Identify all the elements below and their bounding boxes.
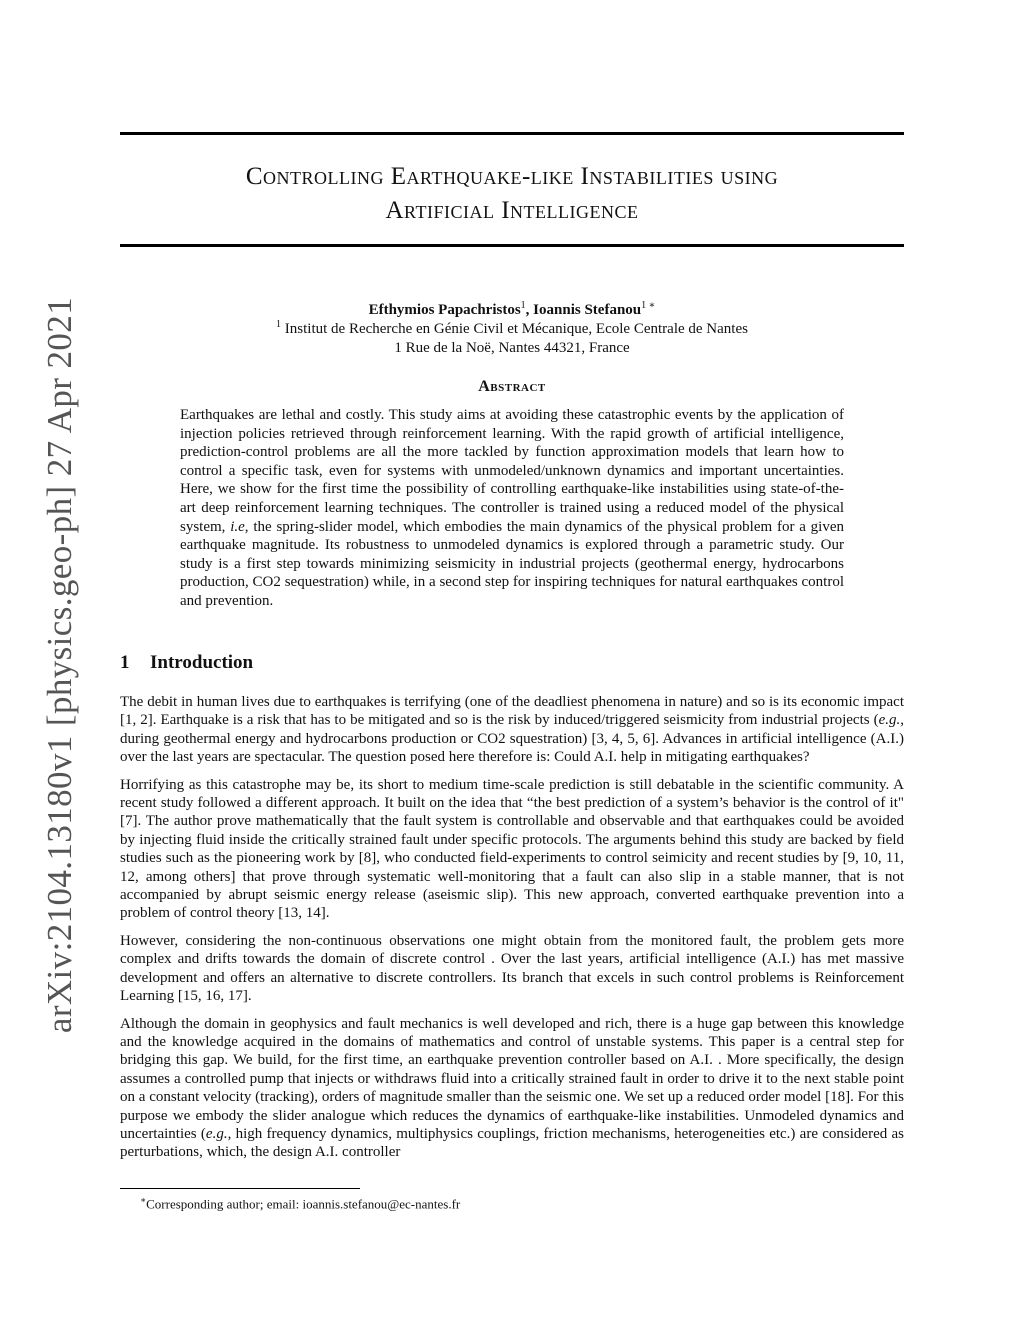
- affiliation-mark: 1: [276, 319, 282, 330]
- title-top-rule: [120, 132, 904, 135]
- section-number: 1: [120, 652, 130, 673]
- paragraph-1-a: The debit in human lives due to earthquakes is terrifying (one of the deadliest phenomena in nature) and so is its economic impact [1, 2]. Earthquake is a risk that has to be mitigated and so is the risk by induced/triggered seismicity from industrial projects (: [120, 694, 904, 729]
- abstract-part-a: Earthquakes are lethal and costly. This study aims at avoiding these catastrophic events by the application of injection policies retrieved through reinforcement learning. With the rapid growth of artificial intelligence, prediction-control problems are all the more tackled by function approximation models that learn how to control a specific task, even for systems with unmodeled/unknown dynamics and important uncertainties. Here, we show for the first time the possibility of controlling earthquake-like instabilities using state-of-the-art deep reinforcement learning techniques. The controller is trained using a reduced model of the physical system,: [180, 407, 844, 535]
- abstract-text: [180, 406, 844, 611]
- footnote: [140, 1192, 460, 1212]
- paragraph-2: Horrifying as this catastrophe may be, its short to medium time-scale prediction is still debatable in the scientific community. A recent study followed a different approach. It built on the idea that “the best prediction of a system’s behavior is the control of it" [7]. The author prove mathematically that the fault system is controllable and observable and that earthquakes could be avoided by injecting fluid inside the critically strained fault under specific protocols. The arguments behind this study are backed by field studies such as the pioneering work by [8], who conducted field-experiments to control seimicity and recent studies by [9, 10, 11, 12, among others] that prove through systematic well-monitoring that a fault can also slip in a stable manner, that is not accompanied by abrupt seismic energy release (aseismic slip). This new approach, converted earthquake prevention into a problem of control theory [13, 14].: [120, 776, 904, 922]
- author-separator: ,: [525, 302, 534, 318]
- author-block: [120, 301, 904, 358]
- footnote-mark: ∗: [140, 1195, 147, 1205]
- author-1-affil: 1: [520, 300, 526, 311]
- title-bottom-rule: [120, 244, 904, 247]
- section-title: Introduction: [150, 652, 254, 673]
- abstract-part-b: the spring-slider model, which embodies the main dynamics of the physical problem for a given earthquake magnitude. Its robustness to unmodeled dynamics is explored through a parametric study. Our study is a first step towards minimizing seismicity in industrial projects (geothermal energy, hydrocarbons production, CO2 sequestration) while, in a second step for inspiring techniques for natural earthquakes control and prevention.: [180, 518, 845, 609]
- title-line-1: Controlling Earthquake-like Instabilities using: [245, 163, 779, 190]
- paragraph-1-eg: e.g.: [878, 712, 901, 729]
- author-2-affil: 1 ∗: [641, 300, 656, 311]
- affiliation-text: Institut de Recherche en Génie Civil et Mécanique, Ecole Centrale de Nantes: [281, 321, 748, 337]
- introduction-body: [120, 693, 904, 1171]
- footnote-text: Corresponding author; email: ioannis.stefanou@ec-nantes.fr: [146, 1196, 461, 1212]
- paragraph-4: [120, 1015, 904, 1162]
- affiliation: [120, 320, 904, 339]
- paper-title: [120, 160, 904, 228]
- paragraph-4-eg: e.g.: [205, 1125, 228, 1142]
- abstract-heading: Abstract: [478, 378, 546, 395]
- footnote-rule: [120, 1188, 360, 1189]
- address: 1 Rue de la Noë, Nantes 44321, France: [394, 340, 630, 356]
- paragraph-3: However, considering the non-continuous observations one might obtain from the monitored fault, the problem gets more complex and drifts towards the domain of discrete control . Over the last years, artificial intelligence (A.I.) has met massive development and offers an alternative to discrete controllers. Its branch that excels in such control problems is Reinforcement Learning [15, 16, 17].: [120, 932, 904, 1005]
- author-1: Efthymios Papachristos: [368, 302, 521, 318]
- arxiv-stamp: arXiv:2104.13180v1 [physics.geo-ph] 27 Apr 2021: [40, 296, 79, 1034]
- abstract-ie: i.e,: [230, 518, 249, 535]
- author-names: [120, 301, 904, 320]
- paragraph-4-a: Although the domain in geophysics and fault mechanics is well developed and rich, there is a huge gap between this knowledge and the knowledge acquired in the domains of mathematics and control of unstable systems. This paper is a central step for bridging this gap. We build, for the first time, an earthquake prevention controller based on A.I. . More specifically, the design assumes a controlled pump that injects or withdraws fluid into a critically strained fault in order to drive it to the next stable point on a constant velocity (tracking), orders of magnitude smaller than the seismic one. We set up a reduced order model [18]. For this purpose we embody the slider analogue which reduces the dynamics of earthquake-like instabilities. Unmodeled dynamics and uncertainties (: [120, 1015, 904, 1142]
- paragraph-4-b: , high frequency dynamics, multiphysics couplings, friction mechanisms, heterogeneities etc.) are considered as perturbations, which, the design A.I. controller: [120, 1125, 904, 1161]
- section-heading-introduction: [120, 652, 253, 674]
- author-2: Ioannis Stefanou: [533, 302, 642, 318]
- title-line-2: Artificial Intelligence: [385, 197, 639, 224]
- paragraph-1: [120, 693, 904, 767]
- paragraph-1-b: , during geothermal energy and hydrocarbons production or CO2 squestration) [3, 4, 5, 6]. Advances in artificial intelligence (A.I.) over the last years are spectacular. The question posed here therefore is: Could A.I. help in mitigating earthquakes?: [120, 712, 904, 766]
